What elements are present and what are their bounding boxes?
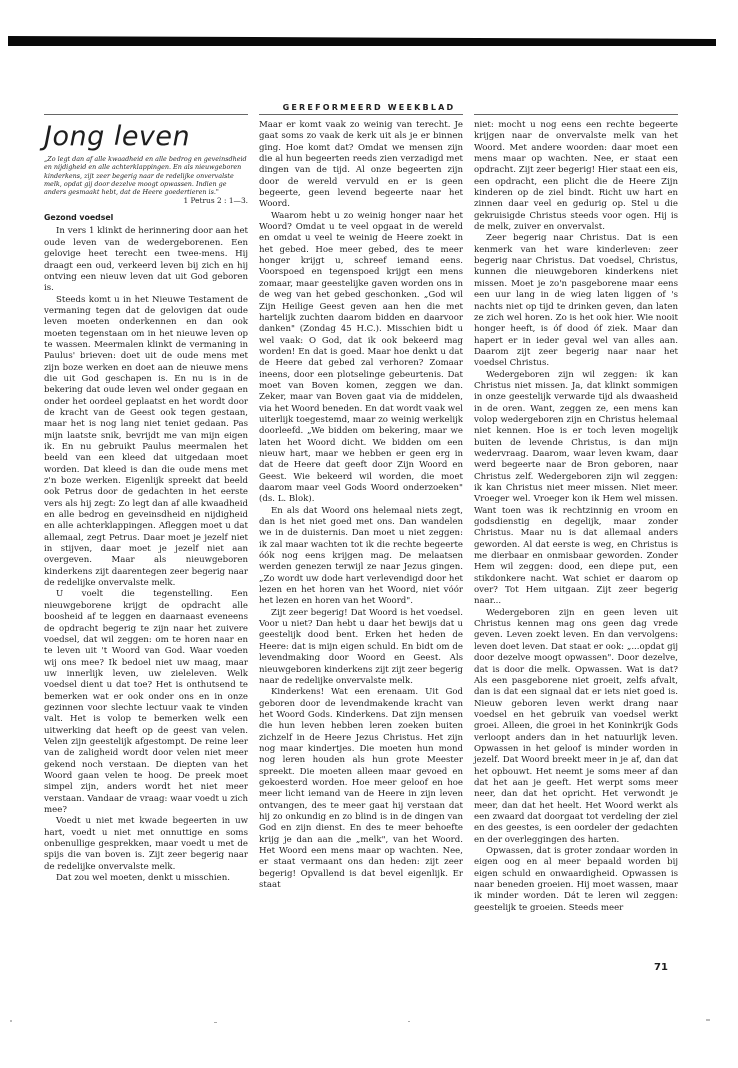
paragraph: Steeds komt u in het Nieuwe Testament de vermaning tegen dat de gelovigen dat oude leven moeten onderkennen en dan ook moeten tegenstaan om in het nieuwe leven op te wassen. Meermalen klinkt de vermaning in Paulus' brieven: doet uit de oude mens met zijn boze werken en doet aan de nieuwe mens die uit God geschapen is. En nu is in de bekering dat oude leven wel onder gegaan en onder het oordeel geplaatst en het wordt door de kracht van de Geest ook tegen gestaan, maar het is nog lang niet teniet gedaan. Pas mijn laatste snik, bevrijdt me van mijn eigen ik. En nu gebruikt Paulus meermalen het beeld van een kleed dat uitgedaan moet worden. Dat kleed is dan die oude mens met z'n boze werken. Eigenlijk spreekt dat beeld ook Petrus door de gedachten in het eerste vers als hij zegt: Zo legt dan af alle kwaadheid en alle bedrog en geveinsdheid en nijdigheid en alle achterklappingen. Afleggen moet u dat allemaal, zegt Petrus. Daar moet je jezelf niet in stijven, daar moet je jezelf niet aan overgeven. Maar als nieuwgeboren kinderkens zijt daarentegen zeer begerig naar de redelijke onvervalste melk.	[44, 294, 248, 589]
paragraph: Wedergeboren zijn en geen leven uit Christus kennen mag ons geen dag vrede geven. Leven zoekt leven. En dan vervolgens: leven doet leven. Dat staat er ook: „...opdat gij door dezelve moogt opwassen". Door dezelve, dat is door die melk. Opwassen. Wat is dat? Als een pasgeborene niet groeit, zelfs afvalt, dan is dat een signaal dat er iets niet goed is. Nieuw geboren leven werkt drang naar voedsel en het gebruik van voedsel werkt groei. Alleen, die groei in het Koninkrijk Gods verloopt anders dan in het natuurlijk leven. Opwassen in het geloof is minder worden in jezelf. Dat Woord breekt meer in je af, dan dat het opbouwt. Het neemt je soms meer af dan dat het aan je geeft. Het werpt soms meer neer, dan dat het opricht. Het verwondt je meer, dan dat het heelt. Het Woord werkt als een zwaard dat doorgaat tot verdeling der ziel en des geestes, is een oordeler der gedachten en der overleggingen des harten.	[474, 607, 678, 845]
scan-speck	[706, 1019, 710, 1021]
paragraph: U voelt die tegenstelling. Een nieuwgeborene krijgt de opdracht alle boosheid af te leggen en daarnaast eveneens de opdracht begerig te zijn naar het zuivere voedsel, dat wil zeggen: om te horen naar en te leven uit 't Woord van God. Waar voeden wij ons mee? Ik bedoel niet uw maag, maar uw innerlijk leven, uw zieleleven. Welk voedsel dient u dat toe? Het is onthutsend te bemerken wat er ook onder ons en in onze gezinnen voor slechte lectuur vaak te vinden valt. Het is volop te bemerken welk een uitwerking dat heeft op de geest van velen. Velen zijn geestelijk afgestompt. De reine leer van de zaligheid wordt door velen niet meer gekend noch verstaan. De diepten van het Woord gaan velen te hoog. De preek moet simpel zijn, anders wordt het niet meer verstaan. Vandaar de vraag: waar voedt u zich mee?	[44, 589, 248, 816]
paragraph: Kinderkens! Wat een erenaam. Uit God geboren door de levendmakende kracht van het Woord Gods. Kinderkens. Dat zijn mensen die hun leven hebben leren zoeken buiten zichzelf in de Heere Jezus Christus. Het zijn nog maar kindertjes. Die moeten hun mond nog leren houden als hun grote Meester spreekt. Die moeten alleen maar gevoed en gekoesterd worden. Hoe meer geloof en hoe meer licht iemand van de Heere in zijn leven ontvangen, des te meer gaat hij verstaan dat hij zo onkundig en zo blind is in de dingen van God en zijn dienst. En des te meer behoefte krijg je dan aan die „melk", van het Woord. Het Woord een mens maar op wachten. Nee, er staat vermaant ons dan heden: zijt zeer begerig! Opvallend is dat bevel eigenlijk. Er staat	[259, 687, 463, 891]
column-2	[259, 120, 463, 891]
paragraph: Opwassen, dat is groter zondaar worden in eigen oog en al meer bepaald worden bij eigen schuld en onwaardigheid. Opwassen is naar beneden groeien. Hij moet wassen, maar ik minder worden. Dát te leren wil zeggen: geestelijk te groeien. Steeds meer	[474, 846, 678, 913]
column-3	[474, 120, 678, 914]
epigraph: „Zo legt dan af alle kwaadheid en alle bedrog en geveinsdheid en nijdigheid en alle achterklappingen. En als nieuwgeboren kinderkens, zijt zeer begerig naar de redelijke onvervalste melk, opdat gij door dezelve moogt opwassen. Indien ge anders gesmaakt hebt, dat de Heere goedertieren is."	[44, 155, 247, 197]
section-subheading: Gezond voedsel	[44, 213, 114, 223]
article-title: Jong leven	[44, 121, 191, 152]
page-number: 71	[654, 962, 668, 973]
paragraph: Maar er komt vaak zo weinig van terecht. Je gaat soms zo vaak de kerk uit als je er binnen ging. Hoe komt dat? Omdat we mensen zijn die al hun begeerten reeds zien verzadigd met dingen van de tijd. Al onze begeerten zijn door de wereld vervuld en er is geen begeerte, geen levend begeerte naar het Woord.	[259, 120, 463, 210]
column-1	[44, 120, 248, 884]
paragraph: Voedt u niet met kwade begeerten in uw hart, voedt u niet met onnuttige en soms onbenullige gesprekken, maar voedt u met de spijs die van boven is. Zijt zeer begerig naar de redelijke onvervalste melk.	[44, 816, 248, 872]
scan-speck	[10, 1020, 12, 1022]
paragraph: niet: mocht u nog eens een rechte begeerte krijgen naar de onvervalste melk van het Woord. Met andere woorden: daar moet een mens maar op wachten. Nee, er staat een opdracht. Zijt zeer begerig! Hier staat een eis, een opdracht, een plicht die de Heere Zijn kinderen op de ziel bindt. Richt uw hart en zinnen daar veel en gedurig op. Stel u die gekruisigde Christus steeds voor ogen. Hij is de melk, zuiver en onvervalst.	[474, 120, 678, 233]
paragraph: Dat zou wel moeten, denkt u misschien.	[56, 873, 230, 884]
scan-speck	[214, 1022, 217, 1023]
paragraph: In vers 1 klinkt de herinnering door aan het oude leven van de wedergeborenen. Een gelovige heet terecht een twee-mens. Hij draagt een oud, verkeerd leven bij zich en hij ontving een nieuw leven dat uit God geboren is.	[44, 226, 248, 294]
paragraph: Waarom hebt u zo weinig honger naar het Woord? Omdat u te veel opgaat in de wereld en omdat u veel te weinig de Heere zoekt in het gebed. Hoe meer gebed, des te meer honger krijgt u, schreef iemand eens. Voorspoed en tegenspoed krijgt een mens zomaar, maar geestelijke gaven worden ons in de weg van het gebed geschonken. „God wil Zijn Heilige Geest geven aan hen die met hartelijk zuchten daarom bidden en daarvoor danken" (Zondag 45 H.C.). Misschien bidt u wel vaak: O God, dat ik ook bekeerd mag worden! En dat is goed. Maar hoe denkt u dat de Heere dat gebed zal verhoren? Zomaar ineens, door een plotselinge gebeurtenis. Dat moet van Boven komen, zeggen we dan. Zeker, maar van Boven gaat via de middelen, via het Woord beneden. En dat wordt vaak wel uiterlijk toegestemd, maar zo weinig werkelijk doorleefd. „We bidden om bekering, maar we laten het Woord dicht. We bidden om een nieuw hart, maar we hebben er geen erg in dat de Heere dat geeft door Zijn Woord en Geest. Wie bekeerd wil worden, die moet daarom maar veel Gods Woord onderzoeken" (ds. L. Blok).	[259, 210, 463, 505]
scan-top-bar	[8, 36, 716, 46]
running-head: GEREFORMEERD WEEKBLAD	[282, 103, 456, 112]
paragraph: Zijt zeer begerig! Dat Woord is het voedsel. Voor u niet? Dan hebt u daar het bewijs dat u geestelijk dood bent. Erken het heden de Heere: dat is mijn eigen schuld. En bidt om de levendmaking door Woord en Geest. Als nieuwgeboren kinderkens zijt zijt zeer begerig naar de redelijke onvervalste melk.	[259, 607, 463, 686]
paragraph: Wedergeboren zijn wil zeggen: ik kan Christus niet missen. Ja, dat klinkt sommigen in onze geestelijk verwarde tijd als dwaasheid in de oren. Want, zeggen ze, een mens kan volop wedergeboren zijn en Christus helemaal niet kennen. Hoe is er toch leven mogelijk buiten de levende Christus, is dan mijn wedervraag. Daarom, waar leven kwam, daar werd begeerte naar de Bron geboren, naar Christus zelf. Wedergeboren zijn wil zeggen: ik kan Christus niet meer missen. Niet meer. Vroeger wel. Vroeger kon ik Hem wel missen. Want toen was ik rechtzinnig en vroom en godsdienstig en degelijk, maar zonder Christus. Maar nu is dat allemaal anders geworden. Al dat eerste is weg, en Christus is me dierbaar en onmisbaar geworden. Zonder Hem wil zeggen: dood, een diepe put, een stikdonkere nacht. Wat schiet er daarom op over? Tot Hem uitgaan. Zijt zeer begerig naar...	[474, 369, 678, 607]
column-rule	[44, 114, 248, 115]
paragraph: En als dat Woord ons helemaal niets zegt, dan is het niet goed met ons. Dan wandelen we in de duisternis. Dan moet u niet zeggen: ik zal maar wachten tot ik die rechte begeerte óók nog eens krijgen mag. De melaatsen werden genezen terwijl ze naar Jezus gingen. „Zo wordt uw dode hart verlevendigd door het lezen en het horen van het Woord, niet vóór het lezen en horen van het Woord".	[259, 505, 463, 607]
column-rule	[259, 114, 463, 115]
paragraph: Zeer begerig naar Christus. Dat is een kenmerk van het ware kinderleven: zeer begerig naar Christus. Dat voedsel, Christus, kunnen die nieuwgeboren kinderkens niet missen. Moet je zo'n pasgeborene maar eens een uur lang in de wieg laten liggen of 's nachts niet op tijd te drinken geven, dan laten ze zich wel horen. Zo is het ook hier. Wie nooit honger heeft, is óf dood óf ziek. Maar dan hapert er in ieder geval wel van alles aan. Daarom zijt zeer begerig naar naar het voedsel Christus.	[474, 233, 678, 369]
scan-speck	[408, 1021, 410, 1022]
column-rule	[474, 114, 678, 115]
epigraph-reference: 1 Petrus 2 : 1—3.	[183, 196, 248, 206]
scan-artifacts	[0, 1012, 738, 1032]
